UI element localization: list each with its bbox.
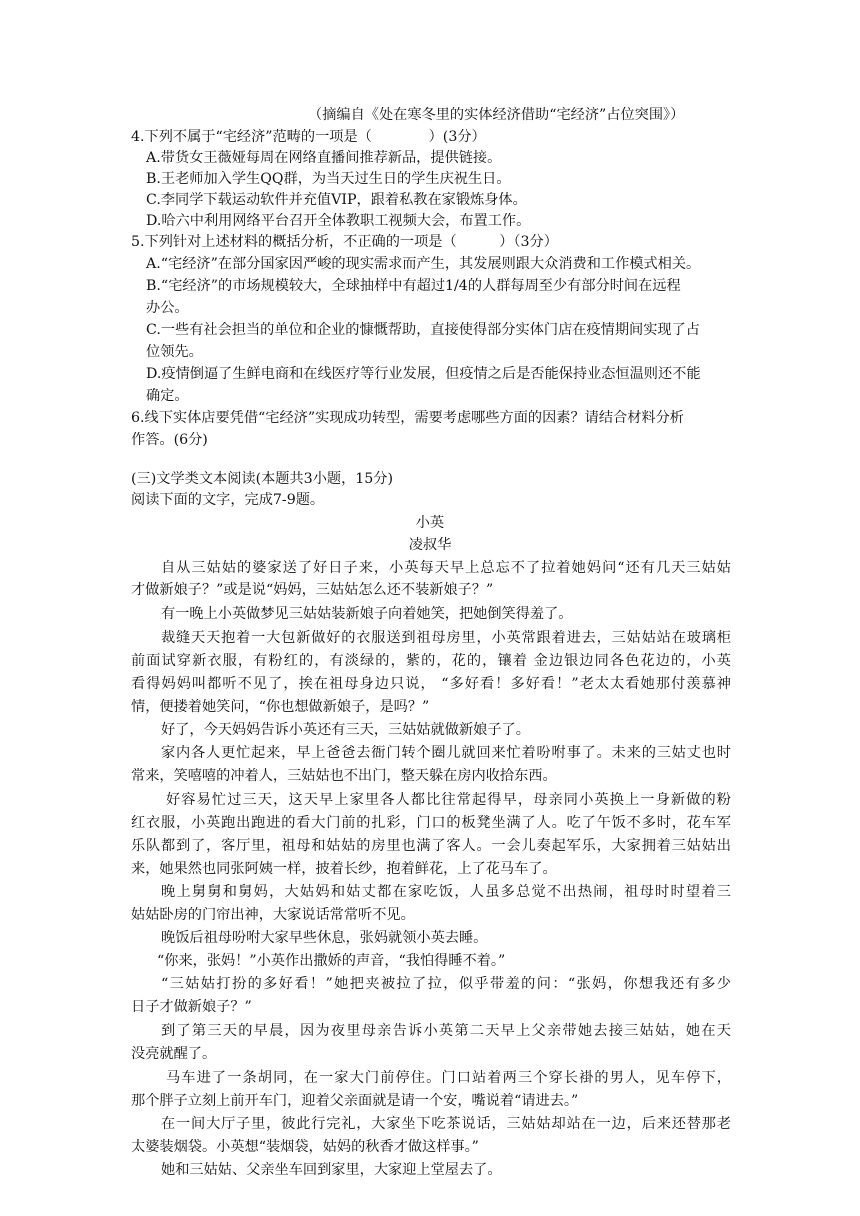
question-4-option-d: D.哈六中利用网络平台召开全体教职工视频大会，布置工作。 — [146, 213, 531, 229]
story-line: 红衣服，小英跑出跑进的看大门前的扎彩，门口的板凳坐满了人。吃了午饭不多时，花车军 — [131, 815, 731, 831]
question-5-stem: 5.下列针对上述材料的概括分析，不正确的一项是（ ）（3分） — [131, 234, 558, 250]
section-heading: (三)文学类文本阅读(本题共3小题，15分) — [131, 471, 394, 487]
story-line: 没亮就醒了。 — [131, 1046, 217, 1062]
question-5-option-c-cont: 位领先。 — [146, 344, 203, 360]
question-5-option-c: C.一些有社会担当的单位和企业的慷慨帮助，直接使得部分实体门店在疫情期间实现了占 — [146, 322, 700, 338]
question-5-option-d: D.疫情倒逼了生鲜电商和在线医疗等行业发展，但疫情之后是否能保持业态恒温则还不能 — [146, 366, 701, 382]
question-4-option-a: A.带货女王薇娅每周在网络直播间推荐新品，提供链接。 — [146, 150, 502, 166]
question-5-option-b-cont: 办公。 — [146, 300, 189, 316]
story-line: 家内各人更忙起来，早上爸爸去衙门转个圈儿就回来忙着吩咐事了。未来的三姑丈也时 — [161, 745, 731, 761]
story-line: 姑姑卧房的门帘出神，大家说话常常听不见。 — [131, 907, 415, 923]
question-6-stem: 6.线下实体店要凭借“宅经济”实现成功转型，需要考虑哪些方面的因素？请结合材料分析 — [131, 410, 684, 426]
story-line: 那个胖子立刻上前开车门，迎着父亲面就是请一个安，嘴说着“请进去。” — [131, 1093, 579, 1109]
story-author: 凌叔华 — [408, 537, 452, 553]
story-line: 马车进了一条胡同，在一家大门前停住。门口站着两三个穿长褂的男人，见车停下， — [166, 1070, 731, 1086]
question-4-stem: 4.下列不属于“宅经济”范畴的一项是（ ）(3分） — [131, 129, 486, 145]
story-line: 自从三姑姑的婆家送了好日子来，小英每天早上总忘不了拉着她妈问“还有几天三姑姑 — [161, 560, 731, 576]
question-5-option-a: A.“宅经济”在部分国家因严峻的现实需求而产生，其发展则跟大众消费和工作模式相关。 — [146, 256, 701, 272]
story-line: 前面试穿新衣服，有粉红的，有淡绿的，紫的，花的，镶着 金边银边同各色花边的，小英 — [131, 653, 731, 669]
story-line: 裁缝天天抱着一大包新做好的衣服送到祖母房里，小英常跟着进去，三姑姑站在玻璃柜 — [161, 630, 731, 646]
story-line: 好了，今天妈妈告诉小英还有三天，三姑姑就做新娘子了。 — [161, 722, 530, 738]
story-line: 有一晚上小英做梦见三姑姑装新娘子向着她笑，把她倒笑得羞了。 — [161, 606, 573, 622]
story-line: 乐队都到了，客厅里，祖母和姑姑的房里也满了客人。一会儿奏起军乐，大家拥着三姑姑出 — [131, 838, 731, 854]
story-line: 在一间大厅子里，彼此行完礼，大家坐下吃茶说话，三姑姑却站在一边，后来还替那老 — [161, 1116, 731, 1132]
story-line: 常来，笑嘻嘻的冲着人，三姑姑也不出门，整天躲在房内收拾东西。 — [131, 768, 557, 784]
section-instruction: 阅读下面的文字，完成7-9题。 — [131, 492, 325, 508]
story-title: 小英 — [415, 515, 445, 531]
story-line: 晚上舅舅和舅妈，大姑妈和姑丈都在家吃饭，人虽多总觉不出热闹，祖母时时望着三 — [161, 884, 731, 900]
story-line: 她和三姑姑、父亲坐车回到家里，大家迎上堂屋去了。 — [161, 1162, 502, 1178]
story-line: 太婆装烟袋。小英想“装烟袋，姑妈的秋香才做这样事。” — [131, 1139, 479, 1155]
story-line: 好容易忙过三天，这天早上家里各人都比往常起得早，母亲同小英换上一身新做的粉 — [166, 792, 731, 808]
story-line: 到了第三天的早晨，因为夜里母亲告诉小英第二天早上父亲带她去接三姑姑，她在天 — [161, 1023, 731, 1039]
story-line: 情，便搂着她笑问，“你也想做新娘子，是吗？” — [131, 699, 430, 715]
story-line: 才做新娘子？”或是说“妈妈，三姑姑怎么还不装新娘子？” — [131, 582, 494, 598]
question-6-stem-cont: 作答。(6分) — [131, 432, 208, 448]
question-5-option-b: B.“宅经济”的市场规模较大，全球抽样中有超过1/4的人群每周至少有部分时间在远程 — [146, 278, 681, 294]
story-line: 来，她果然也同张阿姨一样，披着长纱，抱着鲜花，上了花马车了。 — [131, 861, 557, 877]
question-5-option-d-cont: 确定。 — [146, 388, 189, 404]
question-4-option-c: C.李同学下载运动软件并充值VIP，跟着私教在家锻炼身体。 — [146, 192, 527, 208]
story-line: 日子才做新娘子？” — [131, 999, 252, 1015]
story-line: “三姑姑打扮的多好看！”她把夹被拉了拉，似乎带羞的问：“张妈，你想我还有多少 — [161, 976, 731, 992]
source-citation: （摘编自《处在寒冬里的实体经济借助“宅经济”占位突围》） — [308, 107, 685, 123]
story-line: 晚饭后祖母吩咐大家早些休息，张妈就领小英去睡。 — [161, 930, 488, 946]
question-4-option-b: B.王老师加入学生QQ群，为当天过生日的学生庆祝生日。 — [146, 171, 511, 187]
story-line: 看得妈妈叫都听不见了，挨在祖母身边只说， “多好看！多好看！”老太太看她那付羡慕神 — [131, 676, 731, 692]
story-line: “你来，张妈！”小英作出撒娇的声音，“我怕得睡不着。” — [157, 953, 506, 969]
